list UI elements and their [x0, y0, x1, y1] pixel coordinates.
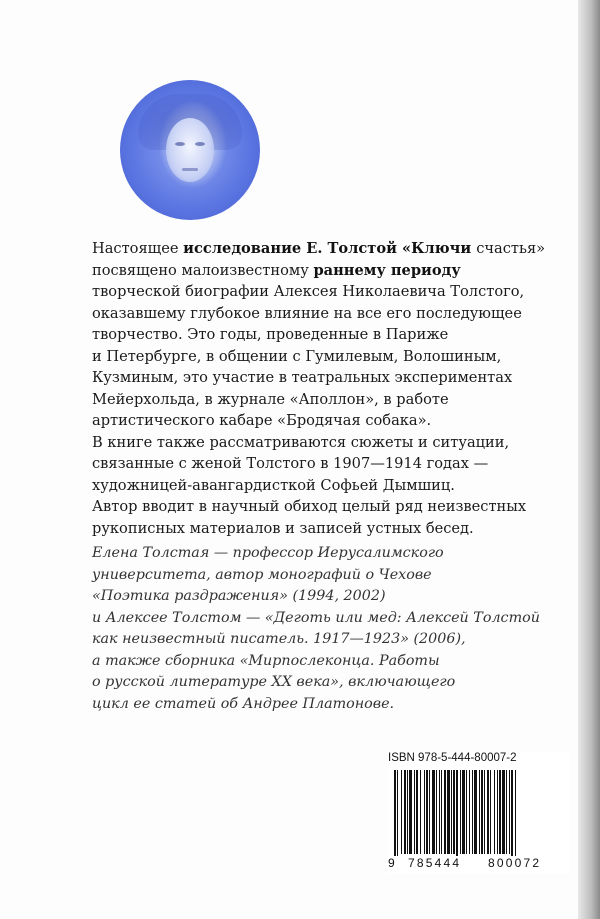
barcode-bar — [447, 770, 450, 854]
description-line — [92, 281, 525, 303]
barcode-bar — [460, 770, 461, 854]
description-text: посвящено малоизвестному — [92, 261, 314, 279]
description-line — [92, 367, 512, 389]
barcode-bar — [451, 770, 452, 854]
barcode-bars — [394, 770, 566, 856]
isbn-barcode — [388, 752, 570, 874]
author-bio — [92, 543, 540, 715]
author-bio-line: университета, автор монографий о Чехове — [92, 566, 432, 583]
description-line — [92, 518, 512, 540]
portrait-mouth — [182, 168, 198, 171]
barcode-bar — [511, 770, 513, 856]
description-text: Автор вводит в научный обиход целый ряд неизвестных — [92, 498, 527, 515]
description-line — [92, 260, 512, 282]
author-bio-line: и Алексее Толстом — «Деготь или мед: Алексей Толстой — [92, 609, 540, 626]
barcode-bar — [409, 770, 412, 854]
barcode-bar — [506, 770, 507, 854]
description-text: творческой биографии Алексея Николаевича Толстого, — [92, 283, 525, 300]
description-text: счастья» — [476, 240, 546, 257]
description-line — [92, 303, 522, 325]
barcode-bar — [462, 770, 465, 854]
description-bold-text: раннему периоду — [313, 261, 461, 279]
author-bio-line: «Поэтика раздражения» (1994, 2002) — [92, 588, 386, 604]
description-line — [92, 475, 512, 497]
description-bold-text: исследование Е. Толстой «Ключи — [183, 240, 477, 257]
author-bio-line: как неизвестный писатель. 1917—1923» (2006), — [92, 631, 466, 647]
portrait-eye-left — [175, 142, 185, 146]
description-text: связанные с женой Толстого в 1907—1914 годах — — [92, 455, 489, 472]
description-text: В книге также рассматриваются сюжеты и ситуации, — [92, 433, 510, 451]
barcode-bar — [466, 770, 467, 854]
cover-spine-edge — [578, 0, 600, 919]
barcode-bar — [497, 770, 498, 854]
barcode-bar — [494, 770, 495, 854]
description-line — [92, 389, 512, 411]
barcode-bar — [414, 770, 415, 854]
barcode-bar — [502, 770, 505, 854]
description-line — [92, 496, 527, 518]
description-line — [92, 410, 512, 432]
description-line — [92, 238, 546, 260]
author-bio-line: Елена Толстая — профессор Иерусалимского — [92, 545, 444, 561]
description-text: оказавшему глубокое влияние на все его последующее — [92, 304, 522, 322]
barcode-bar — [453, 770, 455, 854]
barcode-bar — [484, 770, 485, 854]
author-bio-line: цикл ее статей об Андрее Платонове. — [92, 695, 395, 712]
barcode-bar — [444, 770, 446, 854]
description-text: Настоящее — [92, 240, 184, 257]
barcode-first-digit: 9 — [388, 856, 395, 870]
barcode-bar — [401, 770, 402, 854]
description-text: Мейерхольда, в журнале «Аполлон», в работе — [92, 390, 449, 408]
barcode-bar — [472, 770, 473, 854]
barcode-bar — [515, 770, 516, 856]
barcode-bar — [479, 770, 480, 854]
description-line — [92, 324, 512, 346]
barcode-bar — [432, 770, 435, 854]
portrait-photo-icon — [120, 80, 260, 220]
barcode-bar — [407, 770, 408, 854]
barcode-bar — [394, 770, 396, 856]
barcode-bar — [481, 770, 483, 854]
book-description — [92, 238, 546, 539]
barcode-right-group: 800072 — [488, 856, 542, 870]
description-line — [92, 346, 512, 368]
portrait-face — [166, 118, 214, 182]
author-bio-line: а также сборника «Мирпослеконца. Работы — [92, 652, 440, 669]
description-text: творчество. Это годы, проведенные в Париже — [92, 326, 449, 343]
barcode-bar — [487, 770, 489, 854]
barcode-bar — [439, 770, 440, 854]
description-line — [92, 432, 512, 454]
barcode-bar — [509, 770, 510, 854]
barcode-bar — [456, 770, 458, 856]
barcode-bar — [426, 770, 428, 854]
isbn-label: ISBN 978-5-444-80007-2 — [388, 752, 517, 764]
barcode-bar — [404, 770, 406, 854]
description-text: Кузминым, это участие в театральных экспериментах — [92, 369, 513, 386]
barcode-bar — [474, 770, 477, 854]
barcode-bar — [424, 770, 425, 854]
barcode-bar — [420, 770, 421, 854]
portrait-eye-right — [195, 142, 205, 146]
barcode-left-group: 785444 — [408, 856, 462, 870]
barcode-bar — [416, 770, 418, 854]
barcode-bar — [429, 770, 430, 854]
barcode-bar — [499, 770, 501, 854]
description-text: художницей-авангардисткой Софьей Дымшиц. — [92, 476, 455, 494]
barcode-bar — [469, 770, 470, 854]
description-text: и Петербурге, в общении с Гумилевым, Волошиным, — [92, 347, 502, 365]
author-bio-line: о русской литературе XX века», включающего — [92, 674, 456, 690]
barcode-bar — [490, 770, 491, 854]
barcode-bar — [441, 770, 442, 854]
barcode-bar — [397, 770, 398, 856]
description-line — [92, 453, 512, 475]
description-text: рукописных материалов и записей устных бесед. — [92, 519, 474, 537]
barcode-bar — [436, 770, 437, 854]
description-text: артистического кабаре «Бродячая собака». — [92, 412, 432, 429]
